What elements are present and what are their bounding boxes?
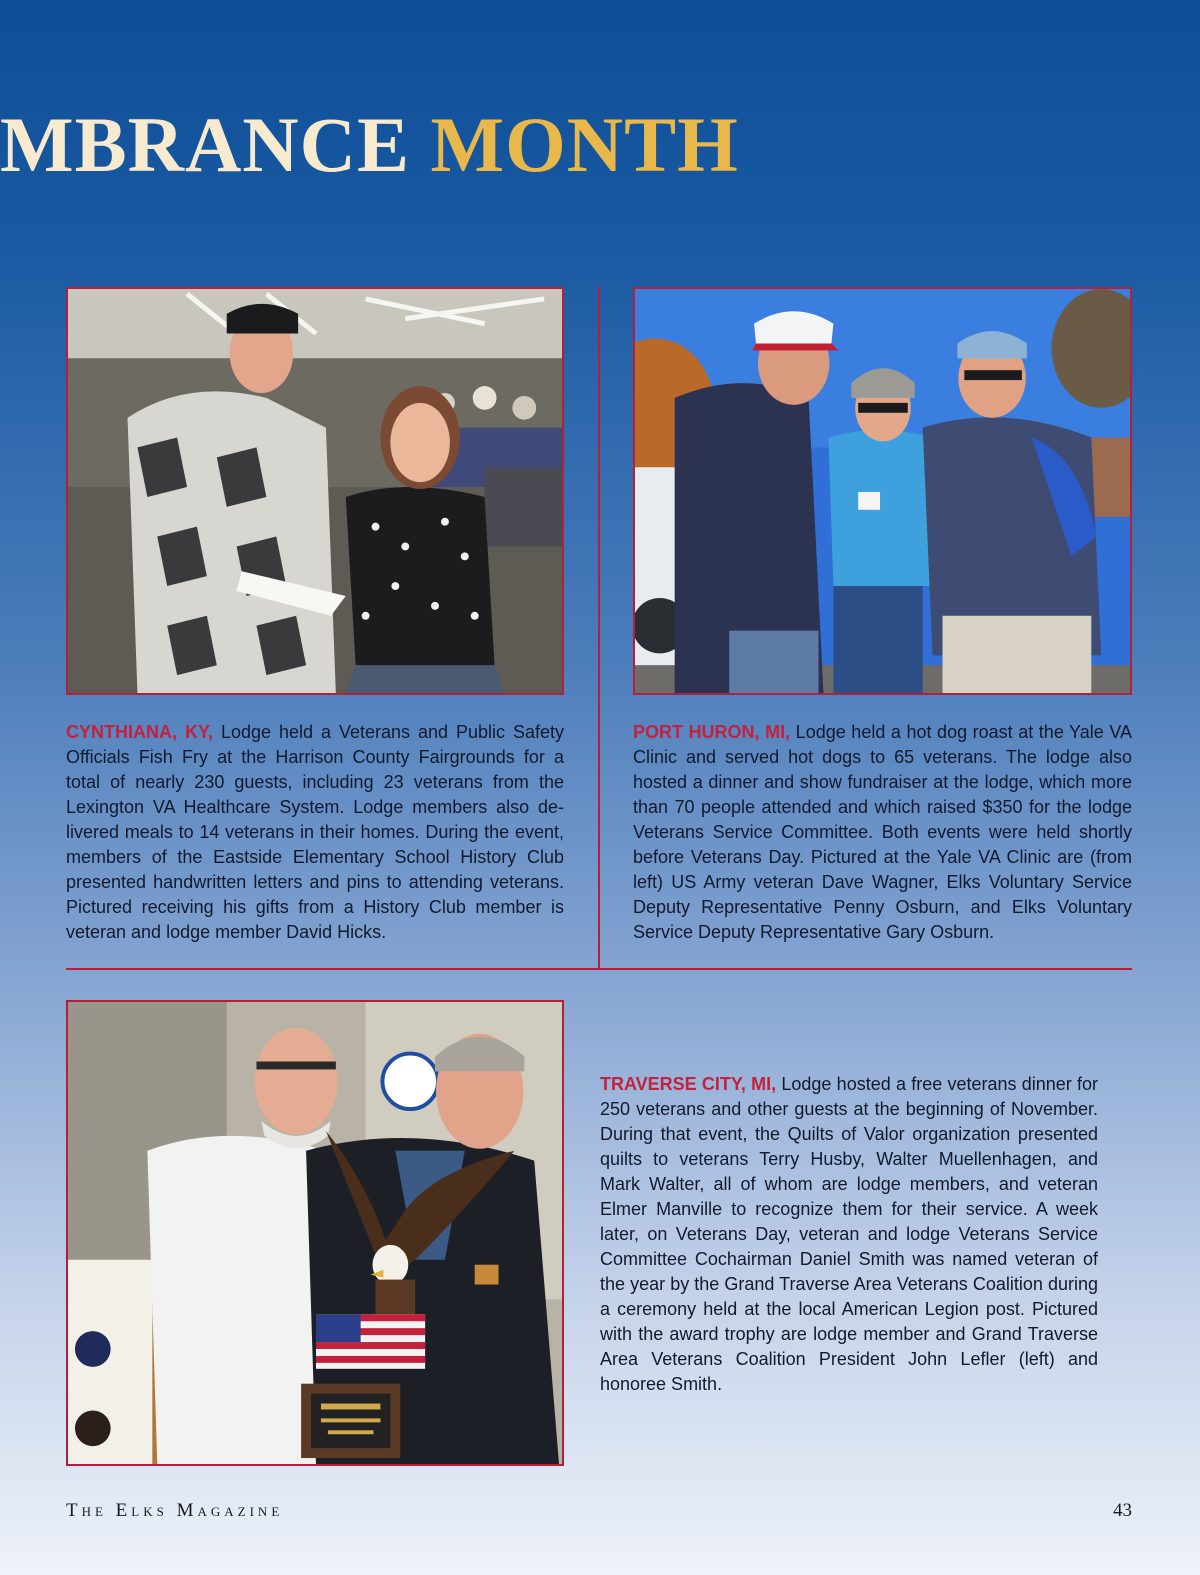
photo-port-huron-veterans	[633, 287, 1132, 695]
section-divider	[66, 968, 1132, 970]
story-text-cynthiana: Lodge held a Veterans and Public Safety Officials Fish Fry at the Harrison County Fairgrounds for a total of nearly 230 guests, including 23 veterans from the Lexington VA Healthcare System. Lodge members also delivered meals to 14 veterans in their homes. During the event, members of the Eastside Elementary School History Club presented handwritten letters and pins to attending veterans. Pictured receiving his gifts from a History Club member is veteran and lodge member David Hicks.	[66, 722, 564, 942]
story-cynthiana	[66, 720, 564, 945]
page-title	[0, 100, 739, 190]
story-text-port-huron: Lodge held a hot dog roast at the Yale VA Clinic and served hot dogs to 65 veterans. The lodge also hosted a dinner and show fundraiser at the lodge, which more than 70 people attended and which raised $350 for the lodge Veterans Service Committee. Both events were held shortly before Veterans Day. Pictured at the Yale VA Clinic are (from left) US Army veteran Dave Wagner, Elks Voluntary Service Deputy Representative Penny Osburn, and Elks Voluntary Service Deputy Representative Gary Osburn.	[633, 722, 1132, 942]
title-part-month: MONTH	[430, 101, 739, 188]
story-traverse-city	[600, 1072, 1098, 1397]
story-place-traverse-city: TRAVERSE CITY, MI,	[600, 1074, 777, 1094]
magazine-name: The Elks Magazine	[66, 1500, 284, 1521]
title-part-remembrance: MBRANCE	[0, 101, 431, 188]
page-number: 43	[1113, 1500, 1132, 1521]
story-place-port-huron: PORT HURON, MI,	[633, 722, 791, 742]
photo-traverse-city-award	[66, 1000, 564, 1466]
photo-cynthiana-veteran-gift	[66, 287, 564, 695]
story-port-huron	[633, 720, 1132, 945]
story-text-traverse-city: Lodge hosted a free veterans dinner for 250 veterans and other guests at the beginning of November. During that event, the Quilts of Valor organization presented quilts to veterans Terry Husby, Walter Muellenhagen, and Mark Walter, all of whom are lodge members, and veteran Elmer Manville to recognize them for their service. A week later, on Veterans Day, veteran and lodge Veterans Service Committee Cochairman Daniel Smith was named veteran of the year by the Grand Traverse Area Veterans Coalition during a ceremony held at the local American Legion post. Pictured with the award trophy are lodge member and Grand Traverse Area Veterans Coalition President John Lefler (left) and honoree Smith.	[600, 1074, 1098, 1394]
story-place-cynthiana: CYNTHIANA, KY,	[66, 722, 213, 742]
column-divider	[598, 287, 600, 969]
